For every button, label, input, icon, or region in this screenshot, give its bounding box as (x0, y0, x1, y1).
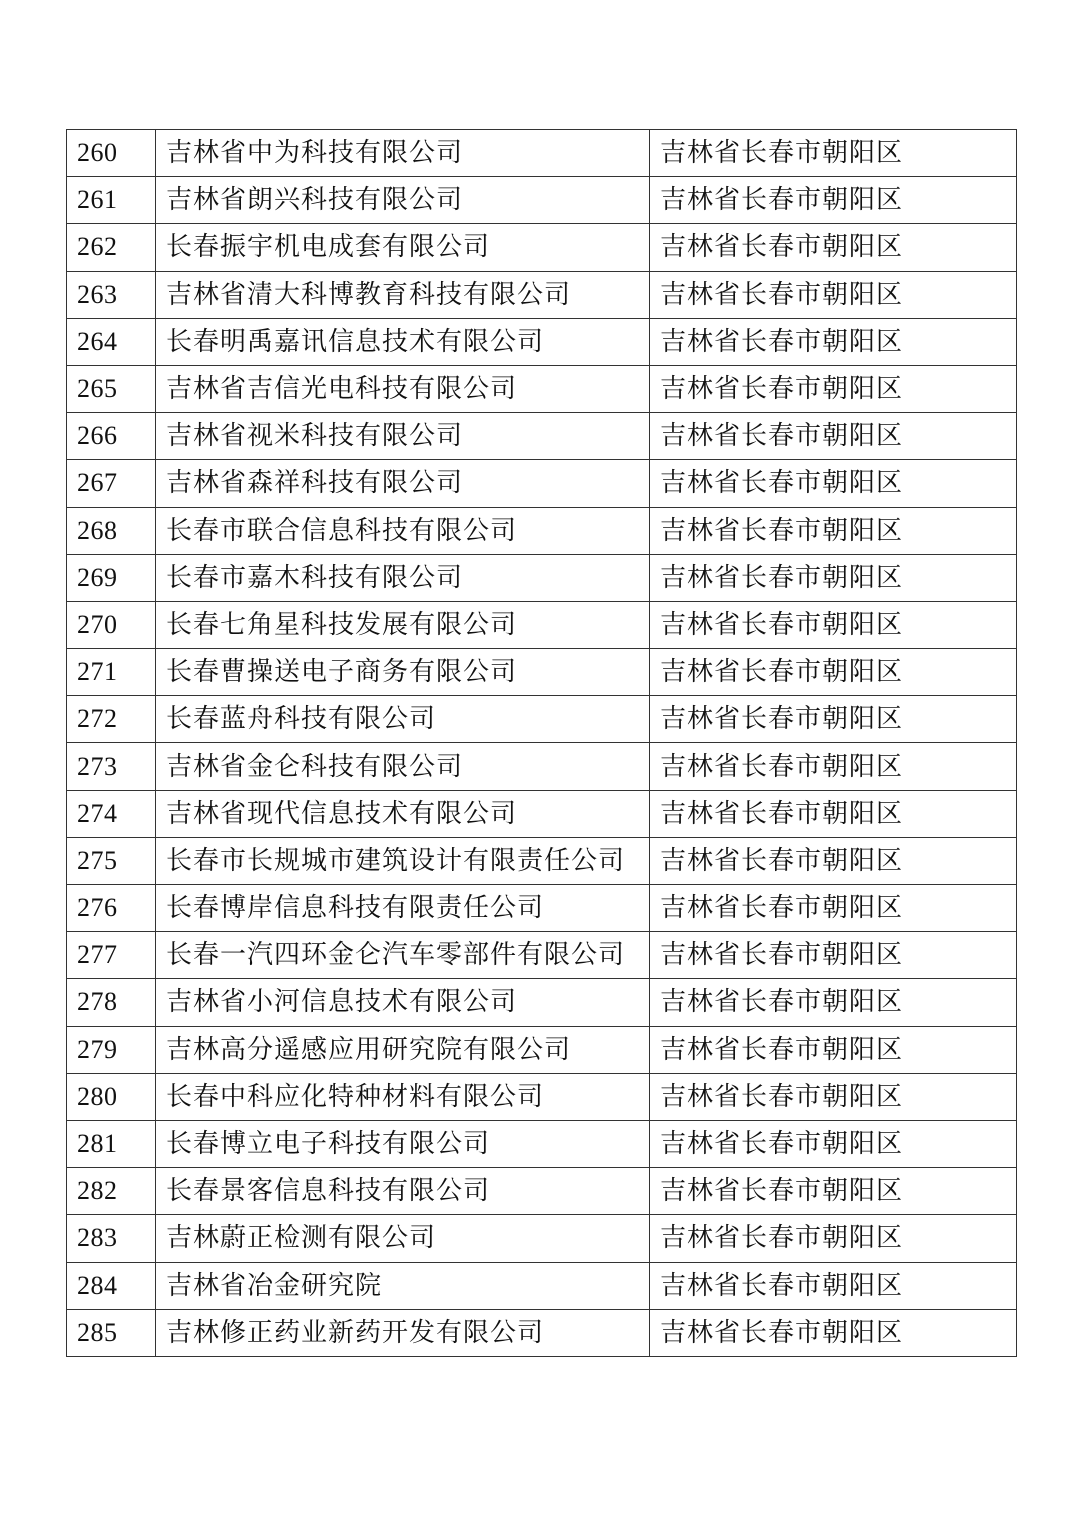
company-name-cell: 吉林省视米科技有限公司 (156, 413, 650, 460)
company-name-cell: 吉林省现代信息技术有限公司 (156, 790, 650, 837)
table-row (67, 649, 1017, 696)
company-address-cell: 吉林省长春市朝阳区 (650, 177, 1017, 224)
table-row (67, 790, 1017, 837)
row-number-cell: 269 (67, 554, 156, 601)
row-number-cell: 275 (67, 837, 156, 884)
company-name-cell: 长春博立电子科技有限公司 (156, 1120, 650, 1167)
company-name-cell: 长春曹操送电子商务有限公司 (156, 649, 650, 696)
table-row (67, 177, 1017, 224)
company-address-cell: 吉林省长春市朝阳区 (650, 1215, 1017, 1262)
table-row (67, 224, 1017, 271)
row-number-cell: 280 (67, 1073, 156, 1120)
company-name-cell: 吉林修正药业新药开发有限公司 (156, 1309, 650, 1356)
company-address-cell: 吉林省长春市朝阳区 (650, 507, 1017, 554)
row-number-cell: 285 (67, 1309, 156, 1356)
table-row (67, 413, 1017, 460)
company-address-cell: 吉林省长春市朝阳区 (650, 365, 1017, 412)
company-name-cell: 吉林省中为科技有限公司 (156, 130, 650, 177)
row-number-cell: 281 (67, 1120, 156, 1167)
company-name-cell: 长春中科应化特种材料有限公司 (156, 1073, 650, 1120)
row-number-cell: 283 (67, 1215, 156, 1262)
table-row (67, 979, 1017, 1026)
company-name-cell: 长春一汽四环金仑汽车零部件有限公司 (156, 932, 650, 979)
company-address-cell: 吉林省长春市朝阳区 (650, 696, 1017, 743)
company-address-cell: 吉林省长春市朝阳区 (650, 743, 1017, 790)
row-number-cell: 278 (67, 979, 156, 1026)
company-address-cell: 吉林省长春市朝阳区 (650, 318, 1017, 365)
row-number-cell: 261 (67, 177, 156, 224)
company-name-cell: 吉林省冶金研究院 (156, 1262, 650, 1309)
company-address-cell: 吉林省长春市朝阳区 (650, 130, 1017, 177)
table-body (67, 130, 1017, 1357)
company-name-cell: 长春市联合信息科技有限公司 (156, 507, 650, 554)
table-row (67, 932, 1017, 979)
company-table (66, 129, 1017, 1357)
table-row (67, 460, 1017, 507)
company-address-cell: 吉林省长春市朝阳区 (650, 224, 1017, 271)
table-row (67, 837, 1017, 884)
row-number-cell: 274 (67, 790, 156, 837)
row-number-cell: 266 (67, 413, 156, 460)
table-row (67, 743, 1017, 790)
company-name-cell: 吉林省小河信息技术有限公司 (156, 979, 650, 1026)
company-name-cell: 吉林省吉信光电科技有限公司 (156, 365, 650, 412)
row-number-cell: 267 (67, 460, 156, 507)
row-number-cell: 276 (67, 885, 156, 932)
company-name-cell: 吉林高分遥感应用研究院有限公司 (156, 1026, 650, 1073)
table-row (67, 601, 1017, 648)
table-row (67, 1262, 1017, 1309)
row-number-cell: 265 (67, 365, 156, 412)
company-address-cell: 吉林省长春市朝阳区 (650, 601, 1017, 648)
company-address-cell: 吉林省长春市朝阳区 (650, 1073, 1017, 1120)
company-address-cell: 吉林省长春市朝阳区 (650, 790, 1017, 837)
company-name-cell: 吉林省金仑科技有限公司 (156, 743, 650, 790)
company-name-cell: 长春景客信息科技有限公司 (156, 1168, 650, 1215)
company-name-cell: 长春振宇机电成套有限公司 (156, 224, 650, 271)
company-address-cell: 吉林省长春市朝阳区 (650, 1168, 1017, 1215)
company-name-cell: 吉林省清大科博教育科技有限公司 (156, 271, 650, 318)
row-number-cell: 279 (67, 1026, 156, 1073)
company-address-cell: 吉林省长春市朝阳区 (650, 271, 1017, 318)
row-number-cell: 284 (67, 1262, 156, 1309)
table-row (67, 1168, 1017, 1215)
row-number-cell: 282 (67, 1168, 156, 1215)
company-address-cell: 吉林省长春市朝阳区 (650, 1309, 1017, 1356)
company-address-cell: 吉林省长春市朝阳区 (650, 413, 1017, 460)
row-number-cell: 273 (67, 743, 156, 790)
company-address-cell: 吉林省长春市朝阳区 (650, 460, 1017, 507)
row-number-cell: 271 (67, 649, 156, 696)
table-row (67, 365, 1017, 412)
company-name-cell: 吉林省森祥科技有限公司 (156, 460, 650, 507)
row-number-cell: 260 (67, 130, 156, 177)
company-name-cell: 长春市嘉木科技有限公司 (156, 554, 650, 601)
row-number-cell: 263 (67, 271, 156, 318)
company-address-cell: 吉林省长春市朝阳区 (650, 554, 1017, 601)
row-number-cell: 277 (67, 932, 156, 979)
company-address-cell: 吉林省长春市朝阳区 (650, 932, 1017, 979)
table-row (67, 507, 1017, 554)
company-name-cell: 长春七角星科技发展有限公司 (156, 601, 650, 648)
table-row (67, 271, 1017, 318)
table-row (67, 1026, 1017, 1073)
company-name-cell: 长春蓝舟科技有限公司 (156, 696, 650, 743)
row-number-cell: 270 (67, 601, 156, 648)
row-number-cell: 272 (67, 696, 156, 743)
table-row (67, 696, 1017, 743)
table-row (67, 130, 1017, 177)
table-row (67, 1073, 1017, 1120)
table-row (67, 554, 1017, 601)
company-address-cell: 吉林省长春市朝阳区 (650, 837, 1017, 884)
company-address-cell: 吉林省长春市朝阳区 (650, 1026, 1017, 1073)
table-row (67, 1215, 1017, 1262)
table-row (67, 1309, 1017, 1356)
table-row (67, 1120, 1017, 1167)
company-address-cell: 吉林省长春市朝阳区 (650, 1262, 1017, 1309)
table-row (67, 318, 1017, 365)
company-address-cell: 吉林省长春市朝阳区 (650, 1120, 1017, 1167)
company-address-cell: 吉林省长春市朝阳区 (650, 649, 1017, 696)
row-number-cell: 262 (67, 224, 156, 271)
table-row (67, 885, 1017, 932)
company-name-cell: 吉林省朗兴科技有限公司 (156, 177, 650, 224)
company-address-cell: 吉林省长春市朝阳区 (650, 885, 1017, 932)
row-number-cell: 264 (67, 318, 156, 365)
company-name-cell: 长春市长规城市建筑设计有限责任公司 (156, 837, 650, 884)
company-name-cell: 吉林蔚正检测有限公司 (156, 1215, 650, 1262)
company-name-cell: 长春明禹嘉讯信息技术有限公司 (156, 318, 650, 365)
company-address-cell: 吉林省长春市朝阳区 (650, 979, 1017, 1026)
company-name-cell: 长春博岸信息科技有限责任公司 (156, 885, 650, 932)
row-number-cell: 268 (67, 507, 156, 554)
